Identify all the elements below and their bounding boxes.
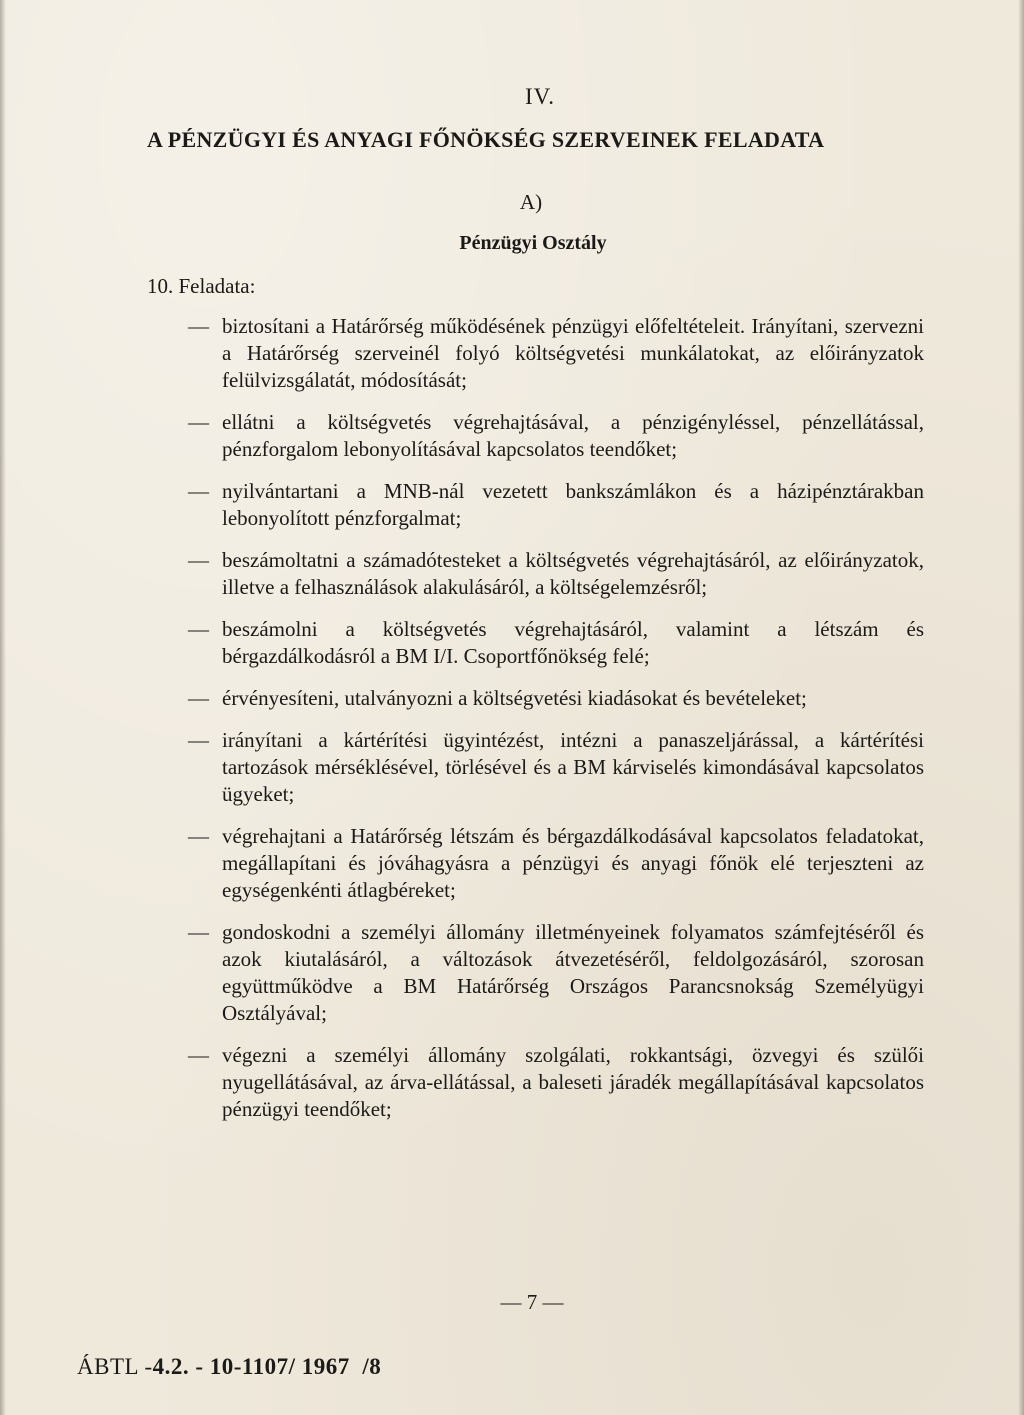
section-title: Pénzügyi Osztály	[459, 232, 607, 254]
task-item	[188, 919, 924, 1027]
task-item	[188, 727, 924, 808]
task-text: biztosítani a Határőrség működésének pénzügyi előfeltételeit. Irányítani, szervezni a Határőrség szerveinél folyó költségvetési munkálatokat, az előirányzatok felülvizsgálatát, módosítását;	[222, 314, 924, 392]
chapter-number: IV.	[524, 84, 556, 109]
task-text: végezni a személyi állomány szolgálati, rokkantsági, özvegyi és szülői nyugellátásával, az árva-ellátással, a baleseti járadék megállapításával kapcsolatos pénzügyi teendőket;	[222, 1043, 924, 1121]
archive-reference	[77, 1354, 381, 1380]
dash-bullet: —	[188, 824, 209, 848]
task-text: gondoskodni a személyi állomány illetményeinek folyamatos számfejtéséről és azok kiutalásáról, a változások átvezetéséről, feldolgozásáról, szorosan együttműködve a BM Határőrség Országos Parancsnokság Személyügyi Osztályával;	[222, 920, 924, 1025]
archive-suffix: /8	[362, 1354, 382, 1379]
task-text: érvényesíteni, utalványozni a költségvetési kiadásokat és bevételeket;	[222, 686, 807, 710]
dash-bullet: —	[188, 548, 209, 572]
task-text: beszámolni a költségvetés végrehajtásáról, valamint a létszám és bérgazdálkodásról a BM I/I. Csoportfőnökség felé;	[222, 617, 924, 668]
task-item	[188, 409, 924, 463]
dash-bullet: —	[188, 410, 209, 434]
archive-prefix: ÁBTL -	[77, 1354, 153, 1379]
task-list	[188, 313, 924, 1138]
archive-code: 4.2. - 10-1107/ 1967	[152, 1354, 350, 1379]
task-item	[188, 1042, 924, 1123]
task-heading: 10. Feladata:	[147, 274, 256, 298]
task-text: ellátni a költségvetés végrehajtásával, a pénzigényléssel, pénzellátással, pénzforgalom lebonyolításával kapcsolatos teendőket;	[222, 410, 924, 461]
task-text: irányítani a kártérítési ügyintézést, intézni a panaszeljárással, a kártérítési tartozások mérséklésével, törlésével és a BM kárviselés kimondásával kapcsolatos ügyeket;	[222, 728, 924, 806]
dash-bullet: —	[188, 728, 209, 752]
task-text: beszámoltatni a számadótesteket a költségvetés végrehajtásáról, az előirányzatok, illetve a felhasználások alakulásáról, a költségelemzésről;	[222, 548, 924, 599]
page-number: — 7 —	[500, 1290, 564, 1314]
page-title: A PÉNZÜGYI ÉS ANYAGI FŐNÖKSÉG SZERVEINEK FELADATA	[147, 127, 825, 152]
task-item	[188, 547, 924, 601]
dash-bullet: —	[188, 314, 209, 338]
task-item	[188, 478, 924, 532]
dash-bullet: —	[188, 686, 209, 710]
task-text: nyilvántartani a MNB-nál vezetett bankszámlákon és a házipénztárakban lebonyolított pénzforgalmat;	[222, 479, 924, 530]
dash-bullet: —	[188, 479, 209, 503]
task-item	[188, 313, 924, 394]
dash-bullet: —	[188, 617, 209, 641]
task-item	[188, 823, 924, 904]
dash-bullet: —	[188, 920, 209, 944]
task-text: végrehajtani a Határőrség létszám és bérgazdálkodásával kapcsolatos feladatokat, megállapítani és jóváhagyásra a pénzügyi és anyagi főnök elé terjeszteni az egységenkénti átlagbéreket;	[222, 824, 924, 902]
task-item	[188, 685, 924, 712]
section-letter: A)	[519, 190, 543, 214]
task-item	[188, 616, 924, 670]
dash-bullet: —	[188, 1043, 209, 1067]
